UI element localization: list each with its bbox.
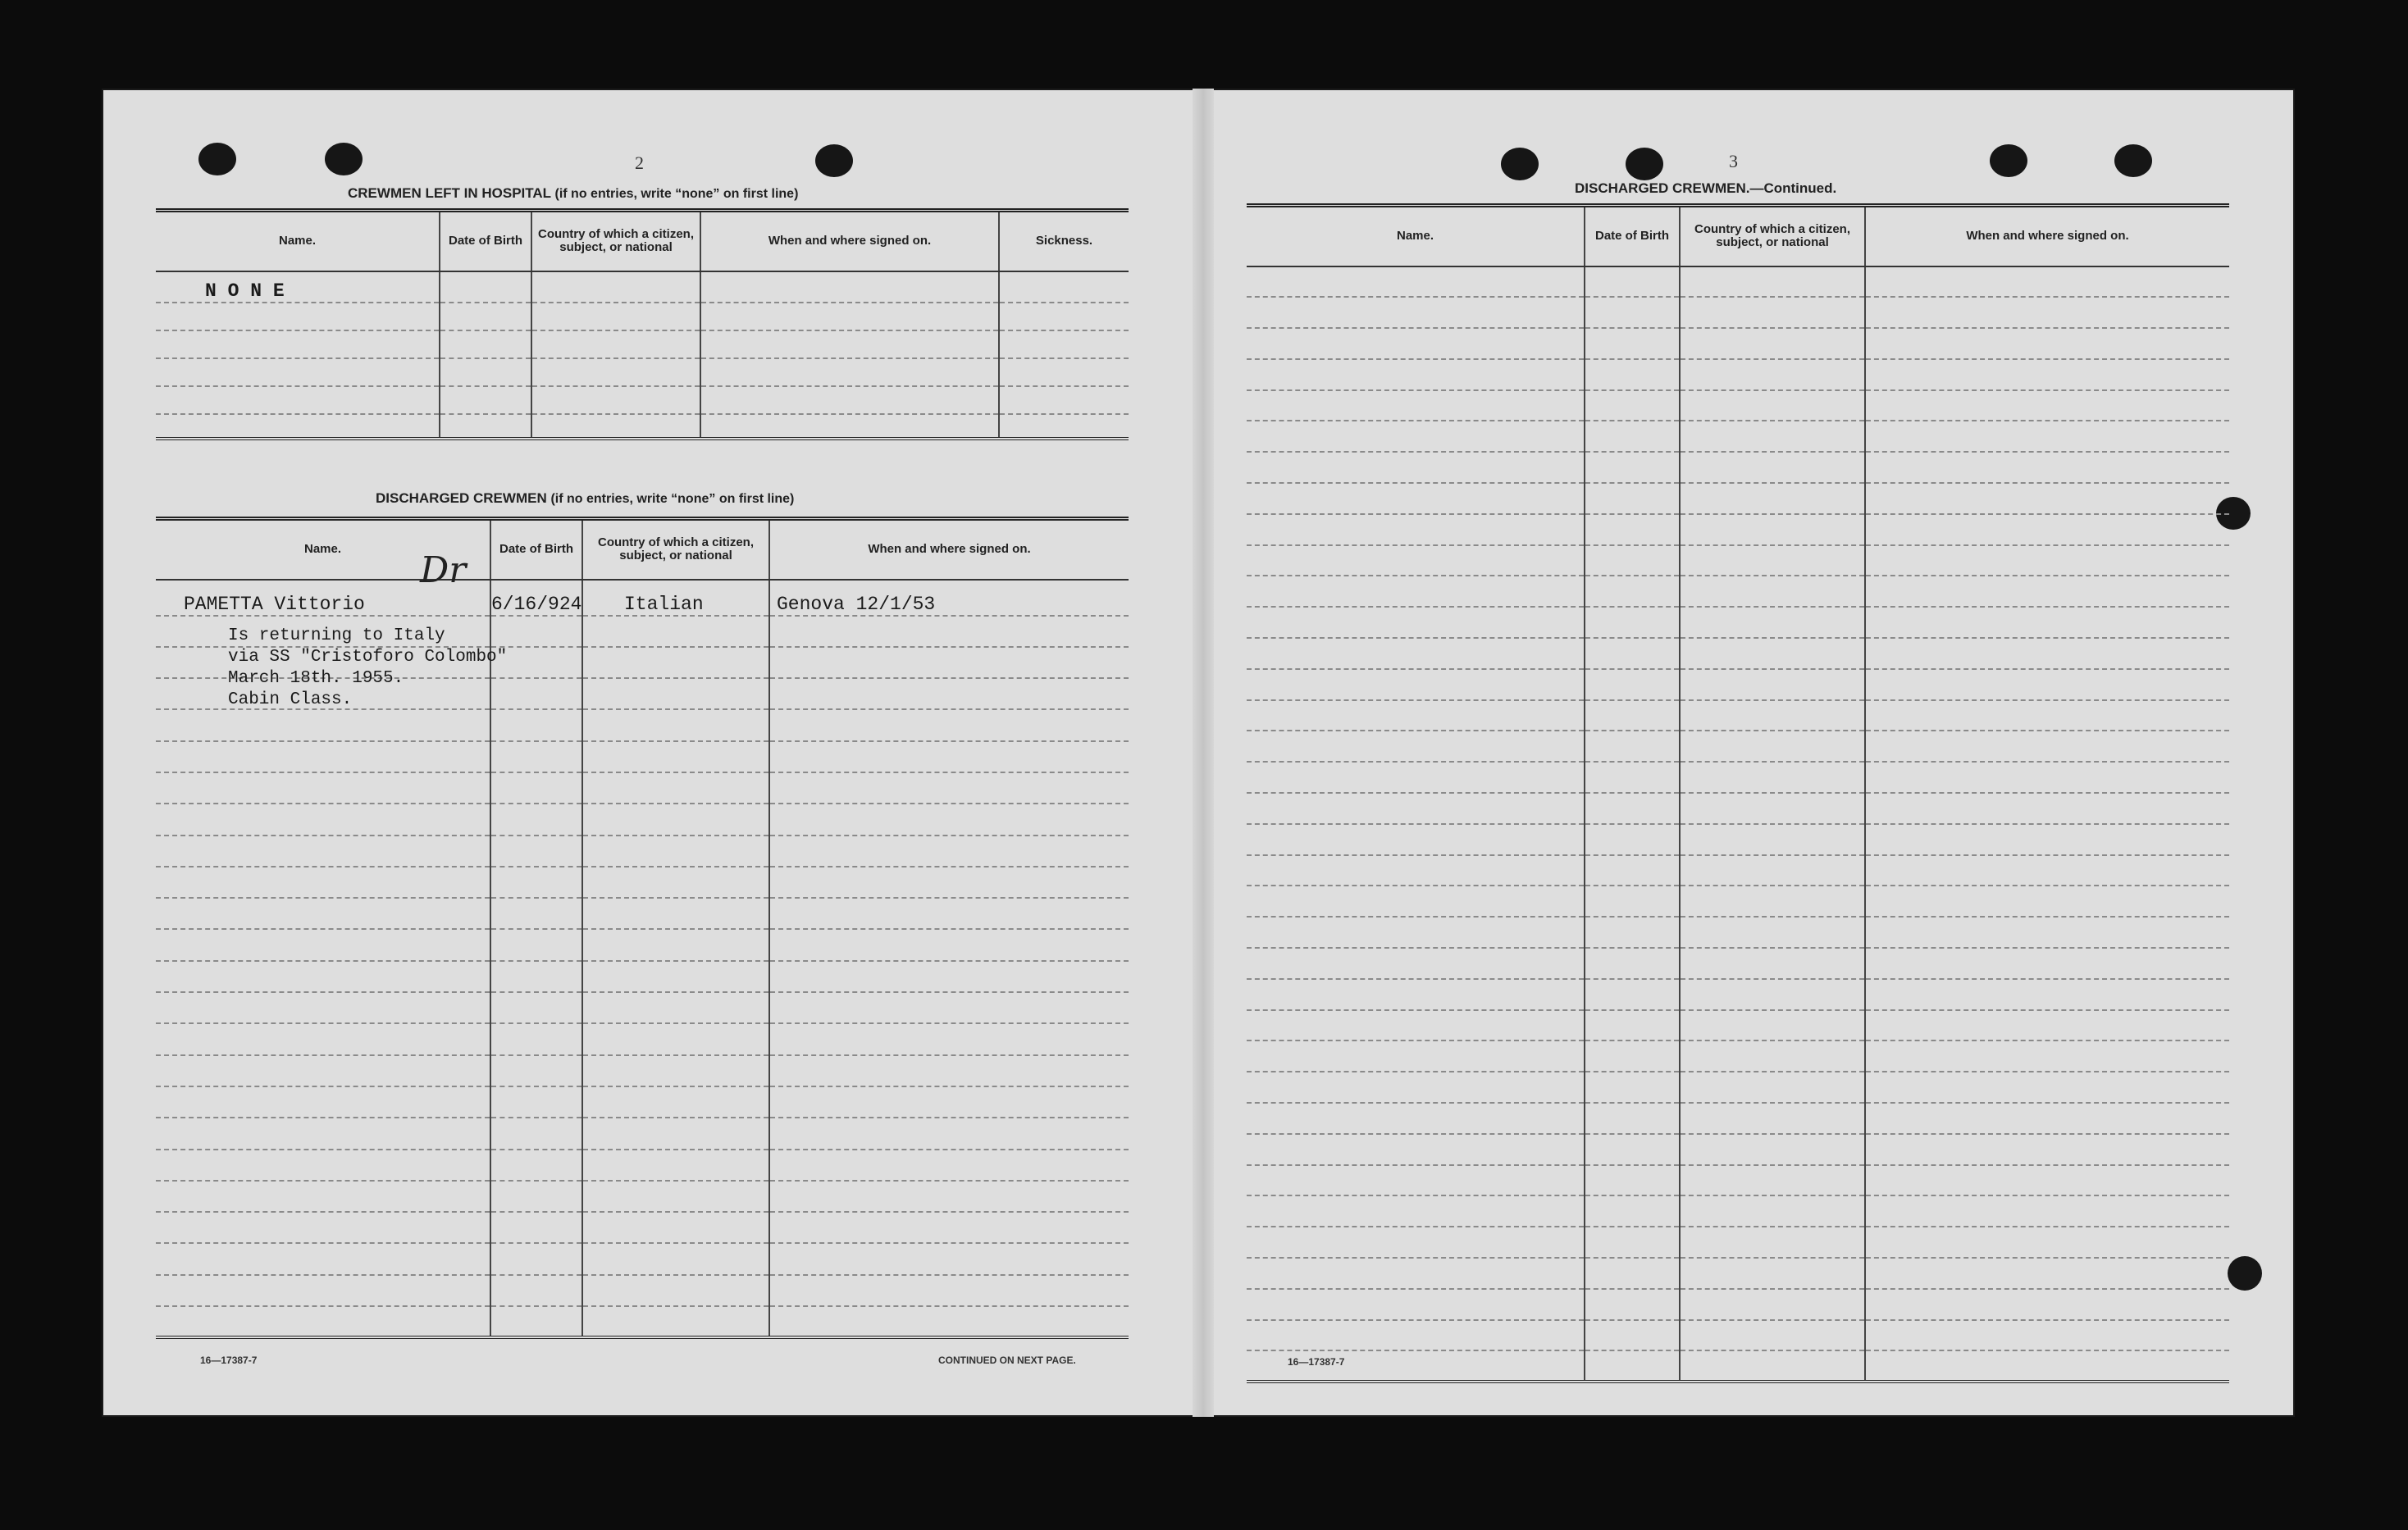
discharged-title: DISCHARGED CREWMEN [376, 490, 547, 506]
table-row [156, 1055, 1129, 1086]
table-row [156, 1023, 1129, 1054]
punch-hole [2228, 1256, 2262, 1291]
table-row [1247, 1040, 2229, 1072]
crewman-country: Italian [582, 580, 769, 616]
col-signed-header: When and where signed on. [700, 211, 999, 271]
crewman-name: PAMETTA Vittorio [156, 580, 490, 616]
table-row [1247, 607, 2229, 638]
table-row [156, 709, 1129, 740]
crewman-signed-on: Genova 12/1/53 [769, 580, 1129, 616]
table-row [156, 836, 1129, 867]
col-signed-header: When and where signed on. [769, 519, 1129, 580]
table-row [156, 358, 1129, 386]
table-row [1247, 1350, 2229, 1382]
col-dob-header: Date of Birth [440, 211, 531, 271]
table-row [1247, 483, 2229, 514]
table-row [156, 303, 1129, 330]
table-row [1247, 1134, 2229, 1165]
table-row [156, 1086, 1129, 1118]
note-line: Is returning to Italy [228, 626, 445, 645]
col-dob-header: Date of Birth [490, 519, 582, 580]
discharged-section-title [376, 490, 794, 507]
hospital-table [156, 208, 1129, 440]
table-row [156, 1275, 1129, 1306]
table-row [1247, 669, 2229, 700]
table-row [156, 330, 1129, 358]
table-row [1247, 1289, 2229, 1320]
discharged-continued-title: DISCHARGED CREWMEN.—Continued. [1575, 180, 1837, 196]
table-row [156, 929, 1129, 960]
col-sickness-header: Sickness. [999, 211, 1129, 271]
table-row [156, 992, 1129, 1023]
col-name-header: Name. [1247, 206, 1585, 266]
table-row [1247, 297, 2229, 328]
table-row [1247, 514, 2229, 545]
crewman-dob: 6/16/924 [490, 580, 582, 616]
document-sheet [102, 89, 2295, 1417]
table-row [156, 386, 1129, 414]
table-row [1247, 1258, 2229, 1289]
table-row [156, 772, 1129, 804]
table-row [1247, 1195, 2229, 1227]
table-row [156, 1181, 1129, 1212]
col-name-header: Name. [156, 519, 490, 580]
hospital-instruction: (if no entries, write “none” on first line) [554, 187, 799, 201]
table-row [1247, 731, 2229, 762]
table-row [1247, 979, 2229, 1010]
table-row [1247, 1072, 2229, 1103]
note-line: March 18th. 1955. [228, 669, 404, 688]
table-row [1247, 390, 2229, 421]
col-country-header: Country of which a citizen, subject, or national [531, 211, 700, 271]
table-row [1247, 452, 2229, 483]
table-row [156, 1212, 1129, 1243]
hospital-none-entry: N O N E [156, 271, 440, 303]
table-row [1247, 576, 2229, 607]
table-row [156, 1306, 1129, 1337]
form-number: 16—17387-7 [1288, 1356, 1345, 1368]
table-row [1247, 359, 2229, 390]
table-row [1247, 545, 2229, 576]
punch-hole [815, 144, 853, 177]
punch-hole [1501, 148, 1539, 180]
table-row [1247, 824, 2229, 855]
table-row [1247, 421, 2229, 452]
center-fold [1193, 89, 1214, 1417]
col-dob-header: Date of Birth [1585, 206, 1680, 266]
continued-note: CONTINUED ON NEXT PAGE. [938, 1355, 1076, 1366]
table-row [156, 1243, 1129, 1274]
table-row [1247, 855, 2229, 886]
form-number: 16—17387-7 [200, 1355, 258, 1366]
table-row [1247, 1320, 2229, 1351]
table-row [1247, 1227, 2229, 1258]
table-row [156, 1150, 1129, 1181]
discharged-continued-table [1247, 203, 2229, 1383]
discharged-instruction: (if no entries, write “none” on first line) [550, 492, 795, 506]
table-row [1247, 1010, 2229, 1041]
punch-hole [1626, 148, 1663, 180]
table-row [1247, 266, 2229, 298]
page-number: 3 [1729, 151, 1738, 171]
col-signed-header: When and where signed on. [1865, 206, 2229, 266]
table-row [1247, 1165, 2229, 1196]
table-row [156, 867, 1129, 898]
hospital-title: CREWMEN LEFT IN HOSPITAL [348, 185, 551, 201]
table-row [1247, 793, 2229, 824]
page-number: 2 [635, 153, 644, 173]
table-row [1247, 886, 2229, 917]
table-row [156, 741, 1129, 772]
table-row [1247, 638, 2229, 669]
table-row [1247, 1103, 2229, 1134]
note-line: Cabin Class. [228, 690, 353, 709]
table-row [1247, 762, 2229, 793]
table-row [156, 414, 1129, 439]
col-name-header: Name. [156, 211, 440, 271]
table-row [156, 804, 1129, 835]
table-row [1247, 328, 2229, 359]
punch-hole [325, 143, 363, 175]
punch-hole [2114, 144, 2152, 177]
punch-hole [198, 143, 236, 175]
table-row [1247, 917, 2229, 948]
col-country-header: Country of which a citizen, subject, or national [582, 519, 769, 580]
table-row [156, 580, 1129, 616]
table-row [156, 271, 1129, 303]
table-row [156, 1118, 1129, 1149]
table-row [1247, 700, 2229, 731]
table-row [156, 898, 1129, 929]
table-row [1247, 948, 2229, 979]
hospital-section-title [348, 185, 798, 202]
table-row [156, 961, 1129, 992]
punch-hole [1990, 144, 2027, 177]
handwritten-initials: Dr [420, 549, 467, 591]
col-country-header: Country of which a citizen, subject, or national [1680, 206, 1865, 266]
note-line: via SS "Cristoforo Colombo" [228, 648, 508, 667]
